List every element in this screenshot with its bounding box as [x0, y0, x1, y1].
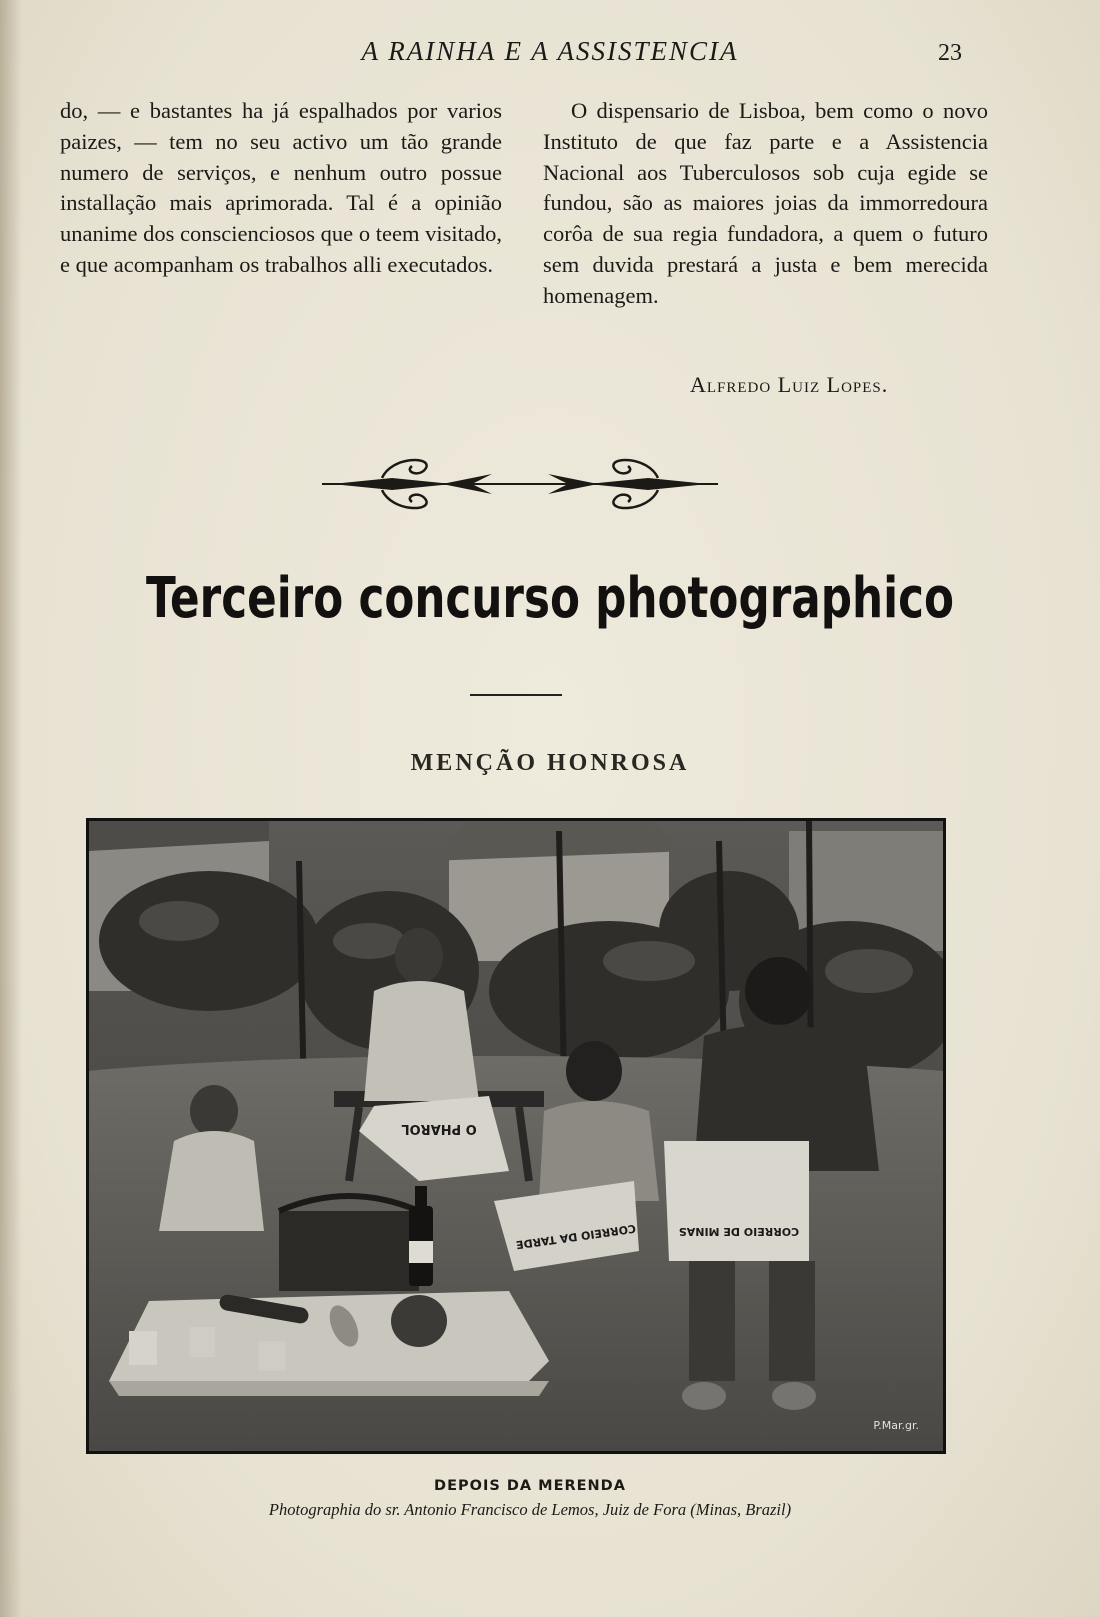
scroll-ornament-divider	[322, 452, 718, 516]
newspaper-correio-tarde-text: CORREIO DA TARDE	[515, 1221, 637, 1252]
author-signature: Alfredo Luiz Lopes.	[690, 372, 889, 397]
photo-illustration	[89, 821, 943, 1451]
newspaper-pharol-text: O PHAROL	[401, 1121, 477, 1136]
section-title: Terceiro concurso photographico	[146, 566, 954, 631]
award-subheading: MENÇÃO HONROSA	[410, 750, 690, 776]
newspaper-correio-minas-text: CORREIO DE MINAS	[678, 1225, 800, 1238]
photo-credit: Photographia do sr. Antonio Francisco de Lemos, Juiz de Fora (Minas, Brazil)	[268, 1500, 792, 1519]
right-column	[543, 96, 988, 312]
left-column-text: do, — e bastantes ha já espalhados por varios paizes, — tem no seu activo um tão grande numero de serviços, e nenhum outro possue installação mais aprimorada. Tal é a opinião unanime dos conscienciosos que o teem visitado, e que acompanham os trabalhos alli executados.	[60, 98, 502, 277]
photo-caption-title: DEPOIS DA MERENDA	[434, 1478, 626, 1494]
photograph-children-reading-newspapers	[86, 818, 946, 1454]
engraver-mark: P.Mar.gr.	[873, 1419, 919, 1432]
right-column-text: O dispensario de Lisboa, bem como o novo Instituto de que faz parte e a Assistencia Nacional aos Tuberculosos sob cuja egide se fundou, são as maiores joias da immorredoura corôa de sua regia fundadora, a quem o futuro sem duvida prestará a justa e bem merecida homenagem.	[543, 98, 988, 308]
binding-gutter	[0, 0, 22, 1617]
running-title: A RAINHA E A ASSISTENCIA	[361, 36, 739, 66]
title-rule	[470, 694, 562, 696]
left-column	[60, 96, 502, 281]
page-number: 23	[938, 40, 962, 66]
